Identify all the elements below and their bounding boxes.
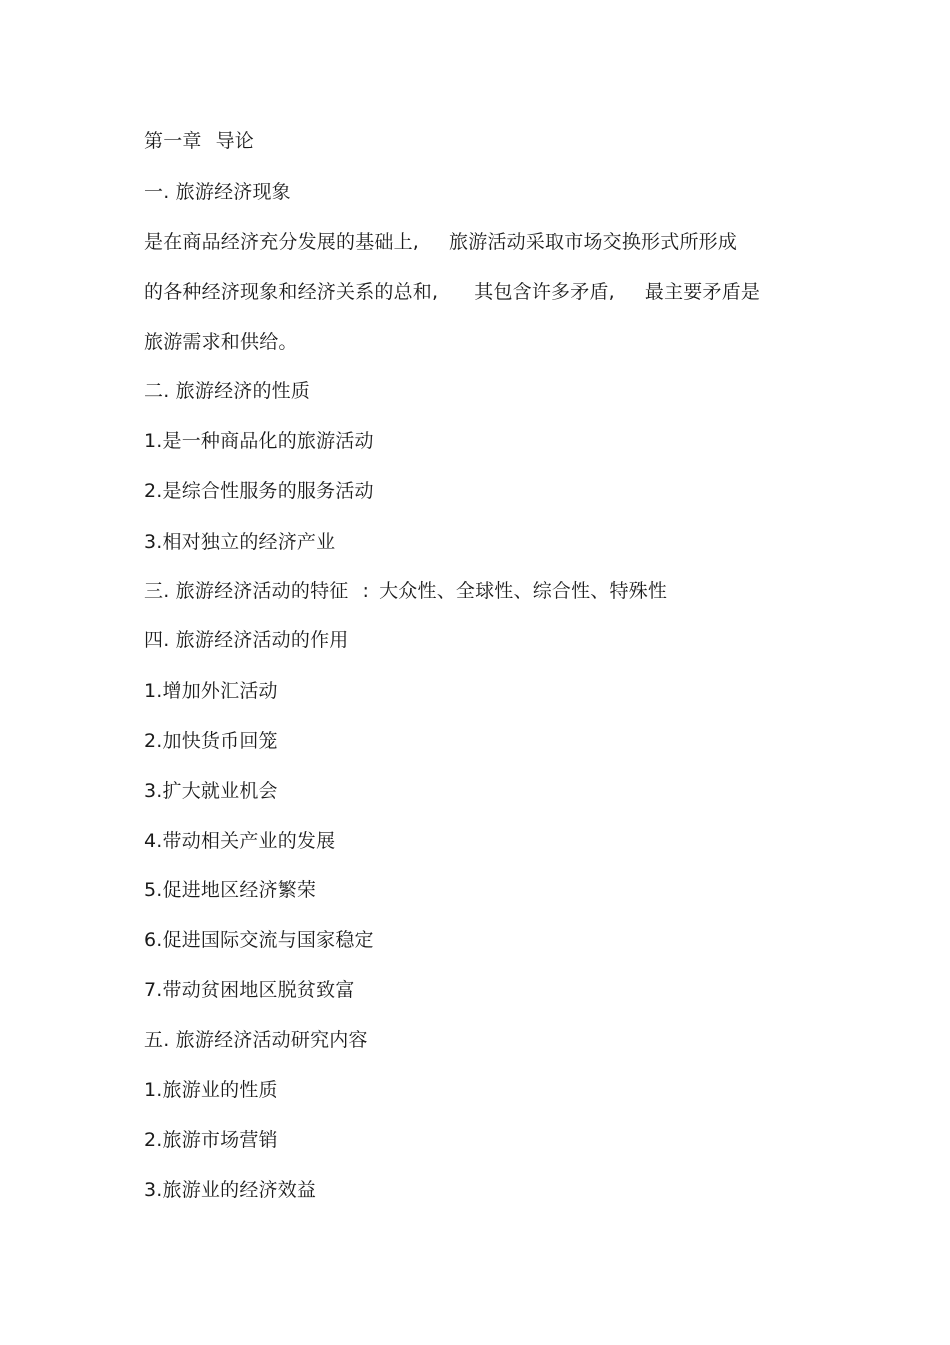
list-item: 2.加快货币回笼	[144, 730, 278, 752]
chapter-subtitle: 导论	[215, 130, 255, 152]
paragraph-line-1	[144, 229, 737, 255]
paragraph-text: 是在商品经济充分发展的基础上,	[144, 231, 420, 253]
list-item: 1.是一种商品化的旅游活动	[144, 430, 374, 452]
paragraph-text: 的各种经济现象和经济关系的总和,	[144, 281, 439, 303]
paragraph-text: 旅游活动采取市场交换形式所形成	[449, 231, 738, 253]
list-item: 2.旅游市场营销	[144, 1129, 278, 1151]
feature-list: 大众性、全球性、综合性、特殊性	[379, 580, 668, 602]
chapter-title: 第一章	[144, 130, 202, 152]
paragraph-line-3: 旅游需求和供给。	[144, 331, 298, 353]
list-item: 3.扩大就业机会	[144, 780, 278, 802]
chapter-heading	[144, 128, 254, 154]
heading-colon: :	[362, 580, 370, 602]
list-item: 2.是综合性服务的服务活动	[144, 480, 374, 502]
list-item: 6.促进国际交流与国家稳定	[144, 929, 374, 951]
paragraph-line-2	[144, 279, 760, 305]
section-heading-1: 一. 旅游经济现象	[144, 181, 291, 203]
list-item: 1.旅游业的性质	[144, 1079, 278, 1101]
list-item: 1.增加外汇活动	[144, 680, 278, 702]
section-heading-2: 二. 旅游经济的性质	[144, 380, 311, 402]
section-heading-4: 四. 旅游经济活动的作用	[144, 629, 349, 651]
list-item: 4.带动相关产业的发展	[144, 830, 336, 852]
paragraph-text: 其包含许多矛盾,	[474, 281, 615, 303]
section-heading-3	[144, 578, 667, 604]
list-item: 3.旅游业的经济效益	[144, 1179, 317, 1201]
paragraph-text: 最主要矛盾是	[644, 281, 761, 303]
list-item: 7.带动贫困地区脱贫致富	[144, 979, 355, 1001]
section-heading-5: 五. 旅游经济活动研究内容	[144, 1029, 368, 1051]
section-heading-text: 三. 旅游经济活动的特征	[144, 580, 349, 602]
list-item: 5.促进地区经济繁荣	[144, 879, 317, 901]
list-item: 3.相对独立的经济产业	[144, 531, 336, 553]
